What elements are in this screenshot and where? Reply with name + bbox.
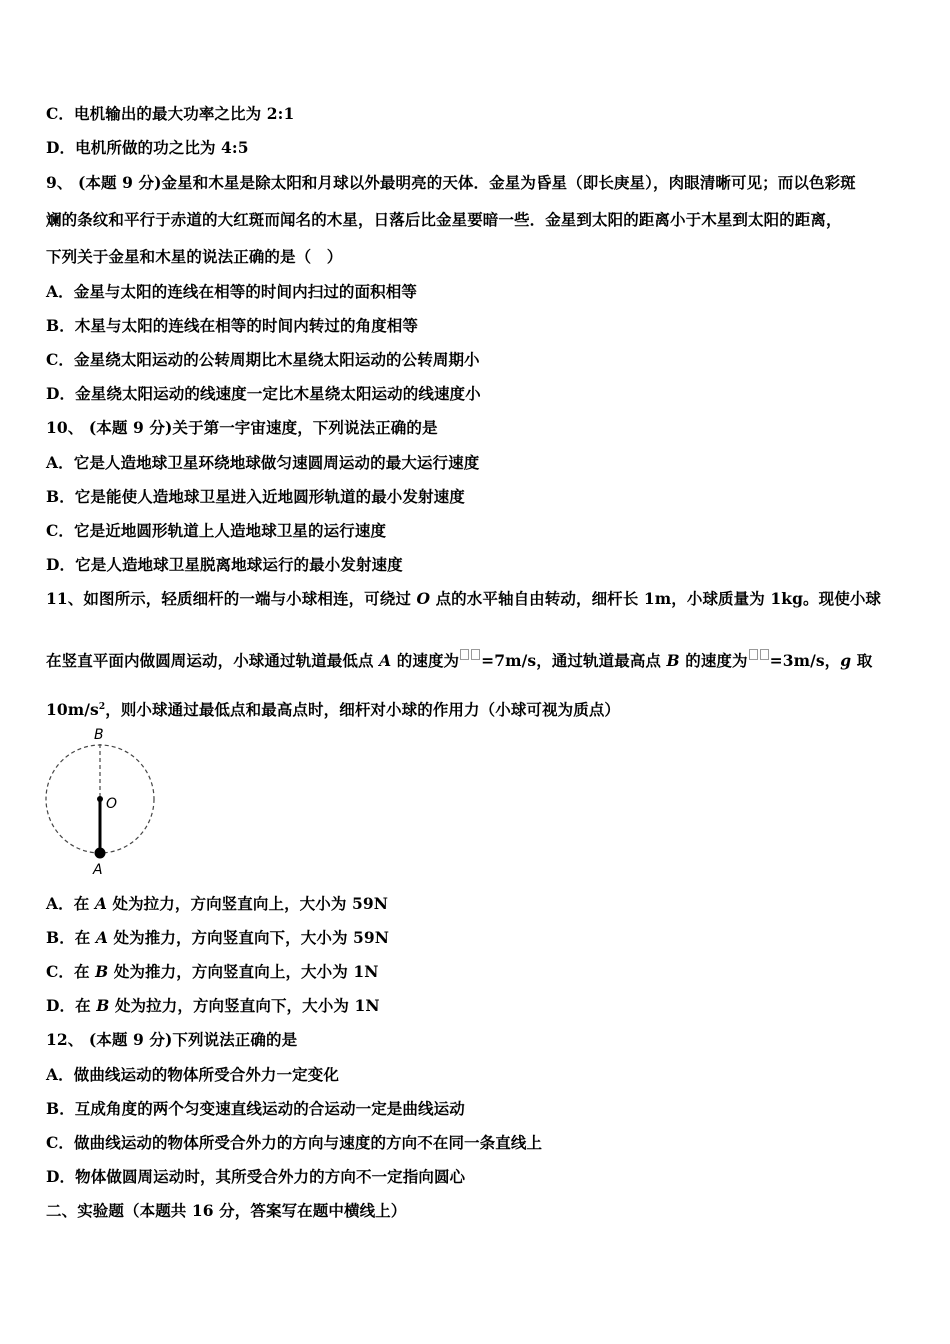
q12-option-a: A．做曲线运动的物体所受合外力一定变化: [46, 1065, 339, 1084]
q8-option-c: C．电机输出的最大功率之比为 2:1: [46, 104, 295, 123]
q9-stem-line1: 9、 (本题 9 分)金星和木星是除太阳和月球以外最明亮的天体．金星为昏星（即长庚星），肉眼清晰可见；而以色彩斑: [46, 173, 856, 192]
q11-optC-post: 处为推力，方向竖直向上，大小为 1N: [108, 962, 379, 981]
pivot-point: [97, 796, 103, 802]
missing-formula-icon: [760, 649, 769, 660]
missing-formula-icon: [749, 649, 758, 660]
q11-optA-post: 处为拉力，方向竖直向上，大小为 59N: [106, 894, 388, 913]
q9-option-d: D．金星绕太阳运动的线速度一定比木星绕太阳运动的线速度小: [46, 384, 481, 403]
q11-var-o: O: [416, 589, 431, 608]
q10-option-d: D．它是人造地球卫星脱离地球运行的最小发射速度: [46, 555, 403, 574]
label-o: O: [106, 796, 118, 812]
q11-var-a: A: [379, 651, 392, 670]
q11-option-a: [46, 892, 388, 914]
q11-optC-pre: C．在: [46, 962, 96, 981]
q11-stem1b: 点的水平轴自由转动，细杆长 1m，小球质量为 1kg。现使小球: [430, 589, 882, 608]
q11-optD-post: 处为拉力，方向竖直向下，大小为 1N: [109, 996, 380, 1015]
q12-stem: 12、 (本题 9 分)下列说法正确的是: [46, 1030, 298, 1049]
q11-optA-pre: A．在: [46, 894, 95, 913]
q11-option-c: [46, 960, 379, 982]
q10-option-c: C．它是近地圆形轨道上人造地球卫星的运行速度: [46, 521, 387, 540]
missing-formula-icon: [460, 649, 469, 660]
q8-option-d: D．电机所做的功之比为 4:5: [46, 138, 249, 157]
q11-optD-pre: D．在: [46, 996, 97, 1015]
q11-optC-var: B: [95, 962, 109, 981]
q11-stem3a: 10m/s: [46, 700, 99, 719]
q9-stem-line2: 斓的条纹和平行于赤道的大红斑而闻名的木星，日落后比金星要暗一些．金星到太阳的距离小于木星到太阳的距离，: [46, 210, 842, 229]
q11-optB-pre: B．在: [46, 928, 96, 947]
q11-stem2a: 在竖直平面内做圆周运动，小球通过轨道最低点: [46, 651, 380, 670]
q11-stem-line3: [46, 698, 620, 720]
q11-stem2e: =3m/s，: [769, 651, 841, 670]
q11-stem-line2: [46, 649, 872, 671]
ball: [95, 848, 106, 859]
q11-var-g: g: [840, 651, 852, 670]
q11-optB-post: 处为推力，方向竖直向下，大小为 59N: [108, 928, 390, 947]
q12-option-d: D．物体做圆周运动时，其所受合外力的方向不一定指向圆心: [46, 1167, 466, 1186]
q11-stem2b: 的速度为: [391, 651, 460, 670]
q11-optD-var: B: [96, 996, 110, 1015]
q12-option-b: B．互成角度的两个匀变速直线运动的合运动一定是曲线运动: [46, 1099, 465, 1118]
missing-formula-icon: [471, 649, 480, 660]
q10-option-a: A．它是人造地球卫星环绕地球做匀速圆周运动的最大运行速度: [46, 453, 480, 472]
label-a: A: [93, 862, 103, 878]
q11-exponent: 2: [98, 701, 106, 712]
q11-stem-line1: [46, 587, 881, 609]
q11-optB-var: A: [95, 928, 109, 947]
q12-option-c: C．做曲线运动的物体所受合外力的方向与速度的方向不在同一条直线上: [46, 1133, 543, 1152]
q9-stem-line3: 下列关于金星和木星的说法正确的是（ ）: [46, 247, 343, 266]
q11-optA-var: A: [94, 894, 107, 913]
q11-option-b: [46, 926, 389, 948]
q10-stem: 10、 (本题 9 分)关于第一宇宙速度，下列说法正确的是: [46, 418, 438, 437]
label-b: B: [94, 727, 104, 743]
q9-option-a: A．金星与太阳的连线在相等的时间内扫过的面积相等: [46, 282, 417, 301]
q11-option-d: [46, 994, 380, 1016]
q11-stem3b: ，则小球通过最低点和最高点时，细杆对小球的作用力（小球可视为质点）: [105, 700, 621, 719]
q11-var-b: B: [666, 651, 680, 670]
q11-stem2f: 取: [851, 651, 873, 670]
q11-stem2d: 的速度为: [679, 651, 748, 670]
q10-option-b: B．它是能使人造地球卫星进入近地圆形轨道的最小发射速度: [46, 487, 465, 506]
q11-stem1a: 11、如图所示，轻质细杆的一端与小球相连，可绕过: [46, 589, 417, 608]
q9-option-c: C．金星绕太阳运动的公转周期比木星绕太阳运动的公转周期小: [46, 350, 480, 369]
q9-option-b: B．木星与太阳的连线在相等的时间内转过的角度相等: [46, 316, 419, 335]
q11-stem2c: =7m/s，通过轨道最高点: [481, 651, 667, 670]
circular-motion-figure: [38, 722, 168, 882]
section-heading: 二、实验题（本题共 16 分，答案写在题中横线上）: [46, 1201, 407, 1220]
